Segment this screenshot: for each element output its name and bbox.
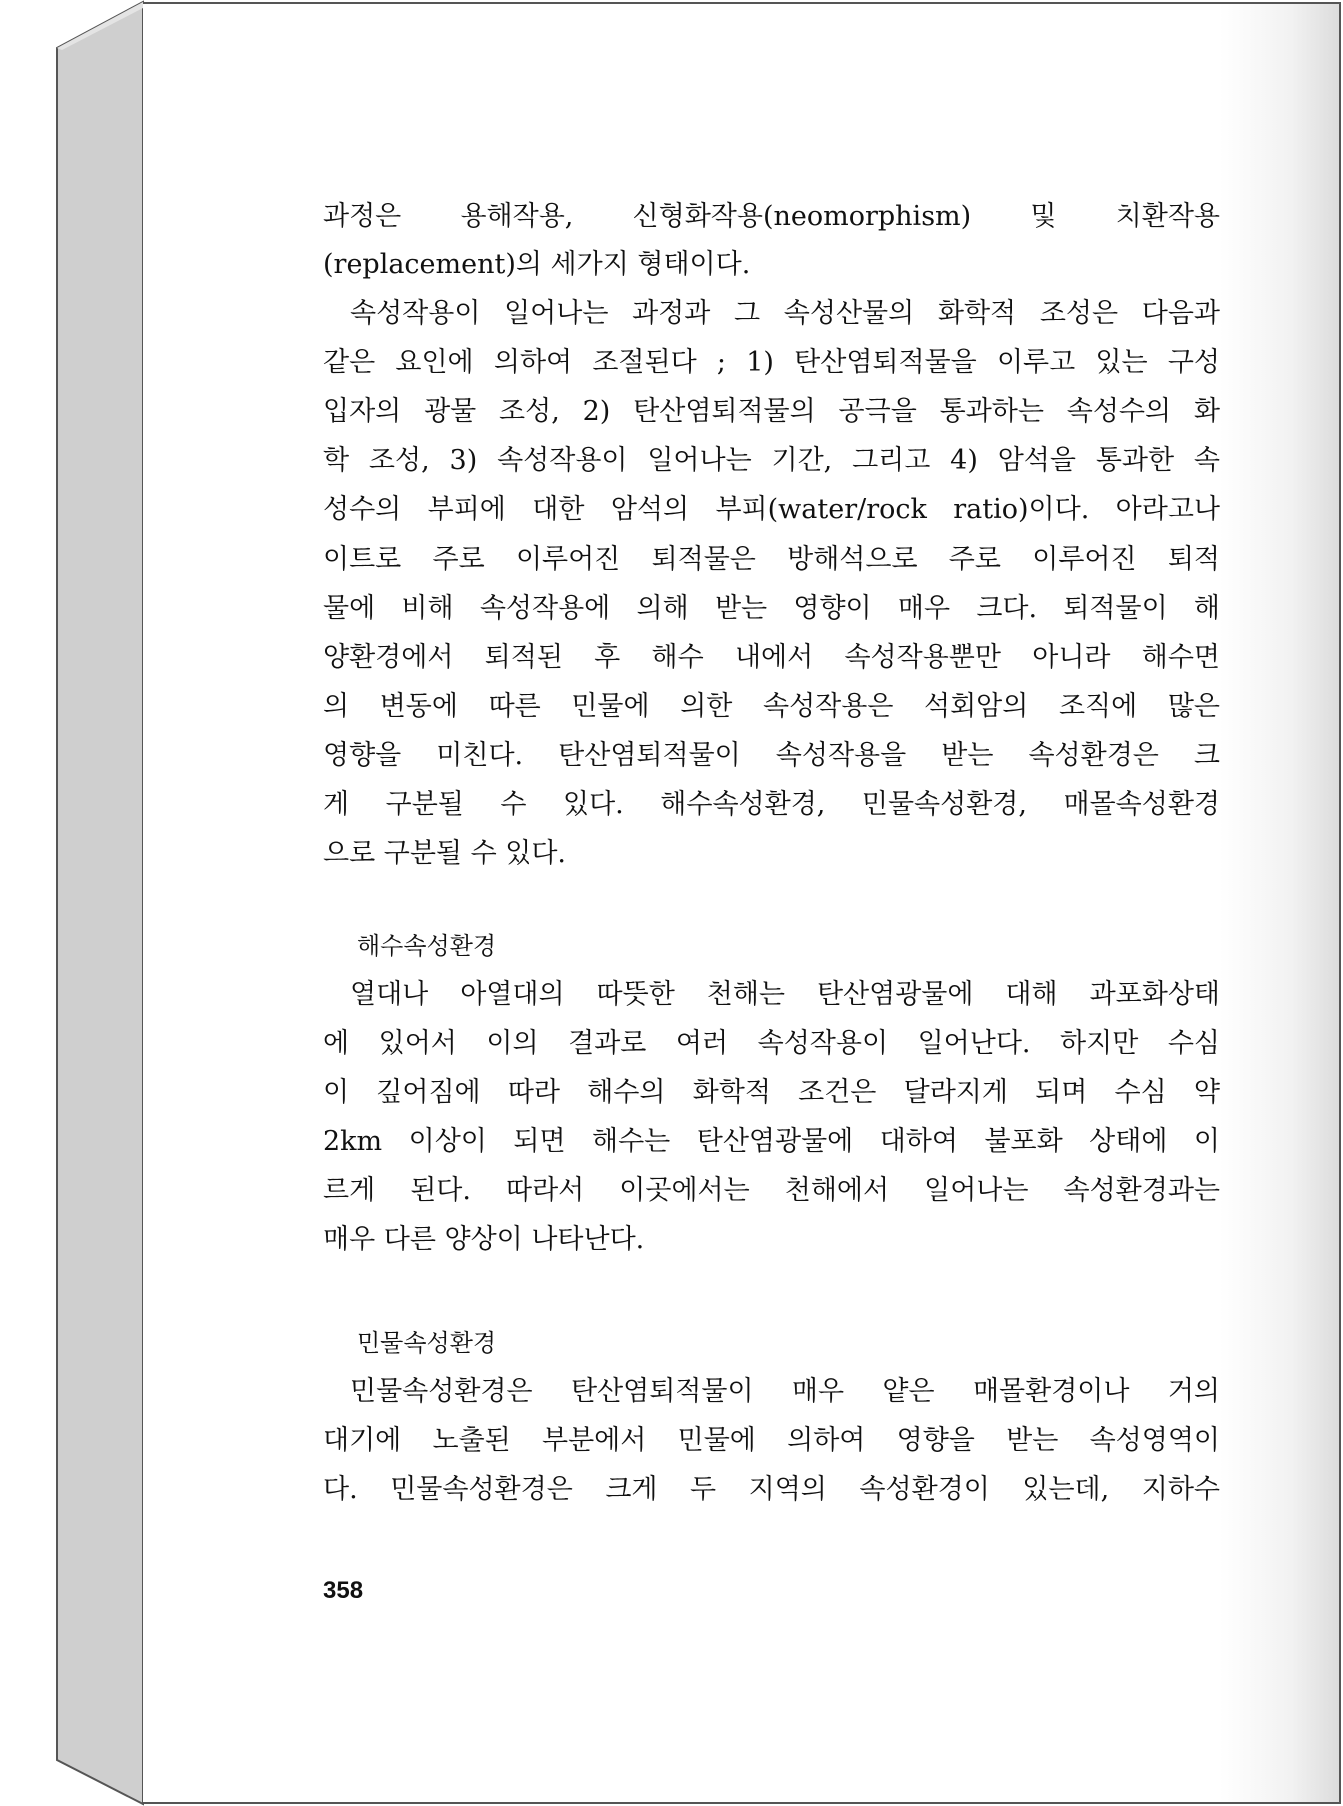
text-line: 의 변동에 따른 민물에 의한 속성작용은 석회암의 조직에 많은 <box>323 691 1220 722</box>
section-heading: 해수속성환경 <box>357 932 497 960</box>
text-line: 학 조성, 3) 속성작용이 일어나는 기간, 그리고 4) 암석을 통과한 속 <box>323 445 1220 476</box>
text-line: 게 구분될 수 있다. 해수속성환경, 민물속성환경, 매몰속성환경 <box>323 789 1220 820</box>
section-heading: 민물속성환경 <box>357 1329 497 1357</box>
page <box>143 2 1341 1804</box>
text-line: 르게 된다. 따라서 이곳에서는 천해에서 일어나는 속성환경과는 <box>323 1175 1220 1206</box>
text-line: 과정은 용해작용, 신형화작용(neomorphism) 및 치환작용 <box>323 201 1220 232</box>
text-line: 민물속성환경은 탄산염퇴적물이 매우 얕은 매몰환경이나 거의 <box>350 1376 1220 1407</box>
text-line: 성수의 부피에 대한 암석의 부피(water/rock ratio)이다. 아라고나 <box>323 494 1220 525</box>
text-line: 에 있어서 이의 결과로 여러 속성작용이 일어난다. 하지만 수심 <box>323 1028 1220 1059</box>
text-line: 이 깊어짐에 따라 해수의 화학적 조건은 달라지게 되며 수심 약 <box>323 1077 1220 1108</box>
book-spine <box>57 2 143 1804</box>
text-line: 열대나 아열대의 따뜻한 천해는 탄산염광물에 대해 과포화상태 <box>350 979 1220 1010</box>
text-line: 대기에 노출된 부분에서 민물에 의하여 영향을 받는 속성영역이 <box>323 1425 1220 1456</box>
text-line: 같은 요인에 의하여 조절된다 ; 1) 탄산염퇴적물을 이루고 있는 구성 <box>323 347 1220 378</box>
page-number: 358 <box>323 1577 364 1604</box>
text-line: 물에 비해 속성작용에 의해 받는 영향이 매우 크다. 퇴적물이 해 <box>323 593 1220 624</box>
text-line: 속성작용이 일어나는 과정과 그 속성산물의 화학적 조성은 다음과 <box>350 298 1220 329</box>
text-line: 양환경에서 퇴적된 후 해수 내에서 속성작용뿐만 아니라 해수면 <box>323 642 1220 673</box>
text-line: 2km 이상이 되면 해수는 탄산염광물에 대하여 불포화 상태에 이 <box>323 1126 1220 1157</box>
text-line: 이트로 주로 이루어진 퇴적물은 방해석으로 주로 이루어진 퇴적 <box>323 544 1220 575</box>
text-line: 매우 다른 양상이 나타난다. <box>323 1224 645 1255</box>
text-line: (replacement)의 세가지 형태이다. <box>323 249 751 280</box>
text-line: 영향을 미친다. 탄산염퇴적물이 속성작용을 받는 속성환경은 크 <box>323 740 1220 771</box>
text-line: 입자의 광물 조성, 2) 탄산염퇴적물의 공극을 통과하는 속성수의 화 <box>323 396 1220 427</box>
text-line: 으로 구분될 수 있다. <box>323 838 566 869</box>
text-line: 다. 민물속성환경은 크게 두 지역의 속성환경이 있는데, 지하수 <box>323 1474 1220 1505</box>
